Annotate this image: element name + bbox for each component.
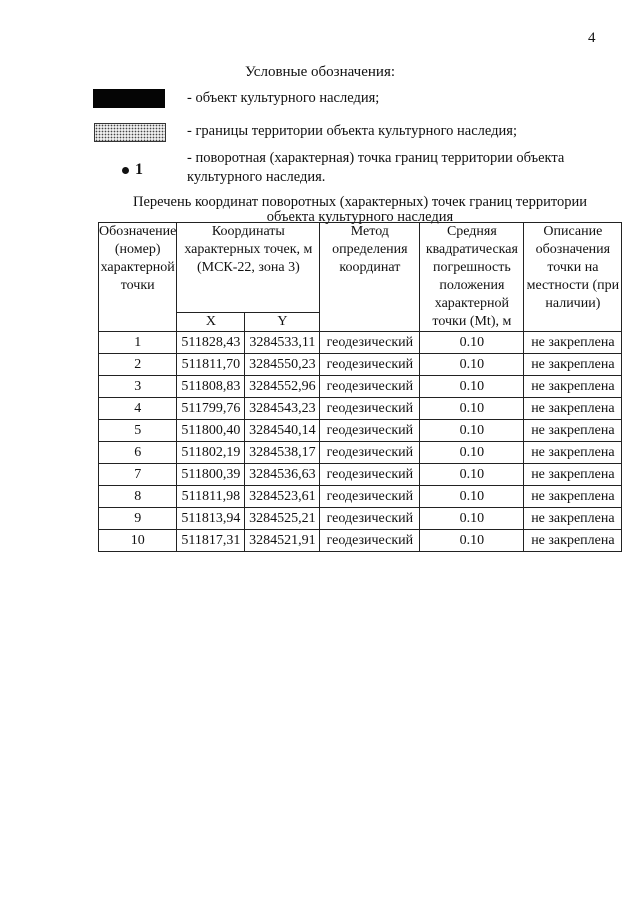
table-row xyxy=(99,530,622,552)
cell-error: 0.10 xyxy=(420,464,524,486)
table-row xyxy=(99,486,622,508)
cell-point-number: 7 xyxy=(99,464,177,486)
cell-y: 3284552,96 xyxy=(245,376,320,398)
table-row xyxy=(99,332,622,354)
legend-title: Условные обозначения: xyxy=(244,64,396,80)
cell-point-number: 3 xyxy=(99,376,177,398)
cell-x: 511828,43 xyxy=(177,332,245,354)
cell-description: не закреплена xyxy=(524,398,622,420)
cell-error: 0.10 xyxy=(420,442,524,464)
cell-y: 3284543,23 xyxy=(245,398,320,420)
cell-error: 0.10 xyxy=(420,398,524,420)
cell-method: геодезический xyxy=(320,420,420,442)
page-number: 4 xyxy=(588,30,596,46)
cell-method: геодезический xyxy=(320,530,420,552)
cell-description: не закреплена xyxy=(524,486,622,508)
table-row xyxy=(99,442,622,464)
cell-y: 3284536,63 xyxy=(245,464,320,486)
dotted-fill-icon xyxy=(94,123,166,142)
header-point-number: Обозначение (номер) характерной точки xyxy=(99,223,177,332)
cell-x: 511799,76 xyxy=(177,398,245,420)
legend-item-turning-point: - поворотная (характерная) точка границ территории объекта культурного наследия. xyxy=(187,150,565,185)
legend-item-territory-boundary: - границы территории объекта культурного наследия; xyxy=(187,123,517,139)
cell-point-number: 4 xyxy=(99,398,177,420)
cell-method: геодезический xyxy=(320,376,420,398)
cell-method: геодезический xyxy=(320,332,420,354)
cell-x: 511800,40 xyxy=(177,420,245,442)
cell-description: не закреплена xyxy=(524,376,622,398)
cell-method: геодезический xyxy=(320,354,420,376)
cell-x: 511808,83 xyxy=(177,376,245,398)
cell-method: геодезический xyxy=(320,398,420,420)
black-fill-icon xyxy=(93,89,165,108)
cell-description: не закреплена xyxy=(524,508,622,530)
cell-x: 511817,31 xyxy=(177,530,245,552)
cell-error: 0.10 xyxy=(420,354,524,376)
cell-error: 0.10 xyxy=(420,376,524,398)
point-marker xyxy=(122,161,143,179)
header-error: Средняя квадратическая погрешность положения характерной точки (Mt), м xyxy=(420,223,524,332)
cell-y: 3284538,17 xyxy=(245,442,320,464)
cell-description: не закреплена xyxy=(524,530,622,552)
header-y: Y xyxy=(245,313,320,332)
cell-y: 3284533,11 xyxy=(245,332,320,354)
cell-point-number: 8 xyxy=(99,486,177,508)
cell-error: 0.10 xyxy=(420,332,524,354)
cell-error: 0.10 xyxy=(420,530,524,552)
table-row xyxy=(99,376,622,398)
table-row xyxy=(99,508,622,530)
header-method: Метод определения координат xyxy=(320,223,420,332)
table-row xyxy=(99,398,622,420)
cell-point-number: 9 xyxy=(99,508,177,530)
cell-point-number: 10 xyxy=(99,530,177,552)
cell-description: не закреплена xyxy=(524,354,622,376)
cell-description: не закреплена xyxy=(524,332,622,354)
cell-error: 0.10 xyxy=(420,508,524,530)
header-description: Описание обозначения точки на местности (при наличии) xyxy=(524,223,622,332)
cell-x: 511811,70 xyxy=(177,354,245,376)
table-row xyxy=(99,464,622,486)
cell-x: 511800,39 xyxy=(177,464,245,486)
cell-method: геодезический xyxy=(320,464,420,486)
cell-description: не закреплена xyxy=(524,420,622,442)
cell-x: 511813,94 xyxy=(177,508,245,530)
cell-method: геодезический xyxy=(320,442,420,464)
cell-y: 3284525,21 xyxy=(245,508,320,530)
cell-y: 3284540,14 xyxy=(245,420,320,442)
cell-method: геодезический xyxy=(320,508,420,530)
cell-x: 511802,19 xyxy=(177,442,245,464)
cell-point-number: 1 xyxy=(99,332,177,354)
table-row xyxy=(99,420,622,442)
header-x: X xyxy=(177,313,245,332)
cell-y: 3284550,23 xyxy=(245,354,320,376)
point-dot-icon xyxy=(122,167,129,174)
cell-error: 0.10 xyxy=(420,420,524,442)
cell-x: 511811,98 xyxy=(177,486,245,508)
cell-error: 0.10 xyxy=(420,486,524,508)
cell-y: 3284523,61 xyxy=(245,486,320,508)
table-row xyxy=(99,354,622,376)
legend-item-heritage-object: - объект культурного наследия; xyxy=(187,90,380,106)
cell-method: геодезический xyxy=(320,486,420,508)
cell-point-number: 6 xyxy=(99,442,177,464)
table-title: Перечень координат поворотных (характерных) точек границ территории объекта культурного наследия xyxy=(132,194,588,225)
cell-description: не закреплена xyxy=(524,442,622,464)
header-coordinates: Координаты характерных точек, м (МСК-22, зона 3) xyxy=(177,223,320,313)
cell-description: не закреплена xyxy=(524,464,622,486)
cell-point-number: 2 xyxy=(99,354,177,376)
point-marker-label: 1 xyxy=(135,161,143,178)
cell-y: 3284521,91 xyxy=(245,530,320,552)
cell-point-number: 5 xyxy=(99,420,177,442)
coordinates-table xyxy=(98,222,622,552)
